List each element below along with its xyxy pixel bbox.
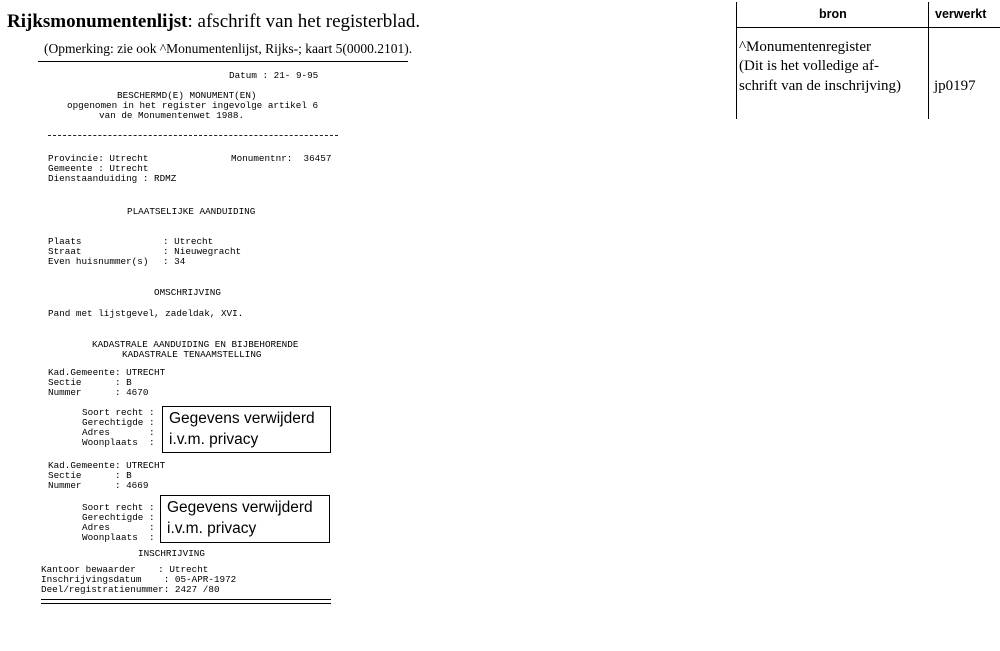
remark-text: (Opmerking: zie ook ^Monumentenlijst, Rijks-; kaart 5(0000.2101). (44, 41, 413, 56)
huisnr-label: Even huisnummer(s) (48, 256, 149, 267)
parcel-1-nummer: Nummer : 4670 (48, 387, 149, 398)
parcel-2-adres: Adres : (82, 522, 155, 533)
document-heading-1: BESCHERMD(E) MONUMENT(EN) (117, 90, 257, 101)
title-rest: : afschrift van het registerblad. (187, 11, 421, 32)
section-cadastral-heading-2: KADASTRALE TENAAMSTELLING (122, 349, 262, 360)
document-end-rule (41, 599, 331, 604)
verwerkt-value: jp0197 (934, 78, 976, 94)
parcel-2-gerechtigde: Gerechtigde : (82, 512, 155, 523)
huisnr-value: : 34 (163, 256, 186, 267)
remark-divider (38, 61, 408, 62)
parcel-1-soort: Soort recht : (82, 407, 155, 418)
section-location-heading: PLAATSELIJKE AANDUIDING (127, 206, 256, 217)
table-column-divider (928, 2, 929, 119)
monumentnr-line: Monumentnr: 36457 (231, 153, 332, 164)
parcel-1-gemeente: Kad.Gemeente: UTRECHT (48, 367, 166, 378)
privacy-notice-box (160, 495, 330, 543)
column-header-bron: bron (819, 7, 847, 21)
provincie-line: Provincie: Utrecht (48, 153, 149, 164)
document-date: Datum : 21- 9-95 (229, 70, 319, 81)
bron-line-1: ^Monumentenregister (739, 39, 872, 55)
source-table (736, 2, 1000, 119)
parcel-2-soort: Soort recht : (82, 502, 155, 513)
bron-line-3: schrift van de inschrijving) (739, 78, 902, 94)
straat-value: : Nieuwegracht (163, 246, 242, 257)
privacy-notice-box (162, 406, 331, 453)
inschrijvingsdatum-line: Inschrijvingsdatum : 05-APR-1972 (41, 574, 237, 585)
plaats-value: : Utrecht (163, 236, 214, 247)
privacy-notice-line-2: i.v.m. privacy (167, 520, 257, 537)
plaats-label: Plaats (48, 236, 82, 247)
gemeente-line: Gemeente : Utrecht (48, 163, 149, 174)
table-border-left (736, 2, 737, 119)
document-heading-2: opgenomen in het register ingevolge artikel 6 (67, 100, 319, 111)
privacy-notice-line-1: Gegevens verwijderd (167, 499, 313, 516)
parcel-1-adres: Adres : (82, 427, 155, 438)
parcel-2-nummer: Nummer : 4669 (48, 480, 149, 491)
parcel-1-sectie: Sectie : B (48, 377, 132, 388)
document-heading-3: van de Monumentenwet 1988. (99, 110, 245, 121)
dienst-line: Dienstaanduiding : RDMZ (48, 173, 177, 184)
parcel-2-gemeente: Kad.Gemeente: UTRECHT (48, 460, 166, 471)
description-text: Pand met lijstgevel, zadeldak, XVI. (48, 308, 244, 319)
section-description-heading: OMSCHRIJVING (154, 287, 221, 298)
parcel-1-gerechtigde: Gerechtigde : (82, 417, 155, 428)
parcel-2-woonplaats: Woonplaats : (82, 532, 155, 543)
table-header-rule (736, 27, 1000, 28)
deel-line: Deel/registratienummer: 2427 /80 (41, 584, 220, 595)
privacy-notice-line-1: Gegevens verwijderd (169, 410, 315, 427)
section-registration-heading: INSCHRIJVING (138, 548, 205, 559)
page-title (7, 11, 420, 33)
dashed-divider (48, 135, 338, 136)
title-bold: Rijksmonumentenlijst (7, 11, 188, 32)
privacy-notice-line-2: i.v.m. privacy (169, 431, 259, 448)
parcel-2-sectie: Sectie : B (48, 470, 132, 481)
bron-line-2: (Dit is het volledige af- (739, 58, 879, 74)
parcel-1-woonplaats: Woonplaats : (82, 437, 155, 448)
section-cadastral-heading-1: KADASTRALE AANDUIDING EN BIJBEHORENDE (92, 339, 299, 350)
straat-label: Straat (48, 246, 82, 257)
kantoor-line: Kantoor bewaarder : Utrecht (41, 564, 209, 575)
column-header-verwerkt: verwerkt (935, 7, 987, 21)
